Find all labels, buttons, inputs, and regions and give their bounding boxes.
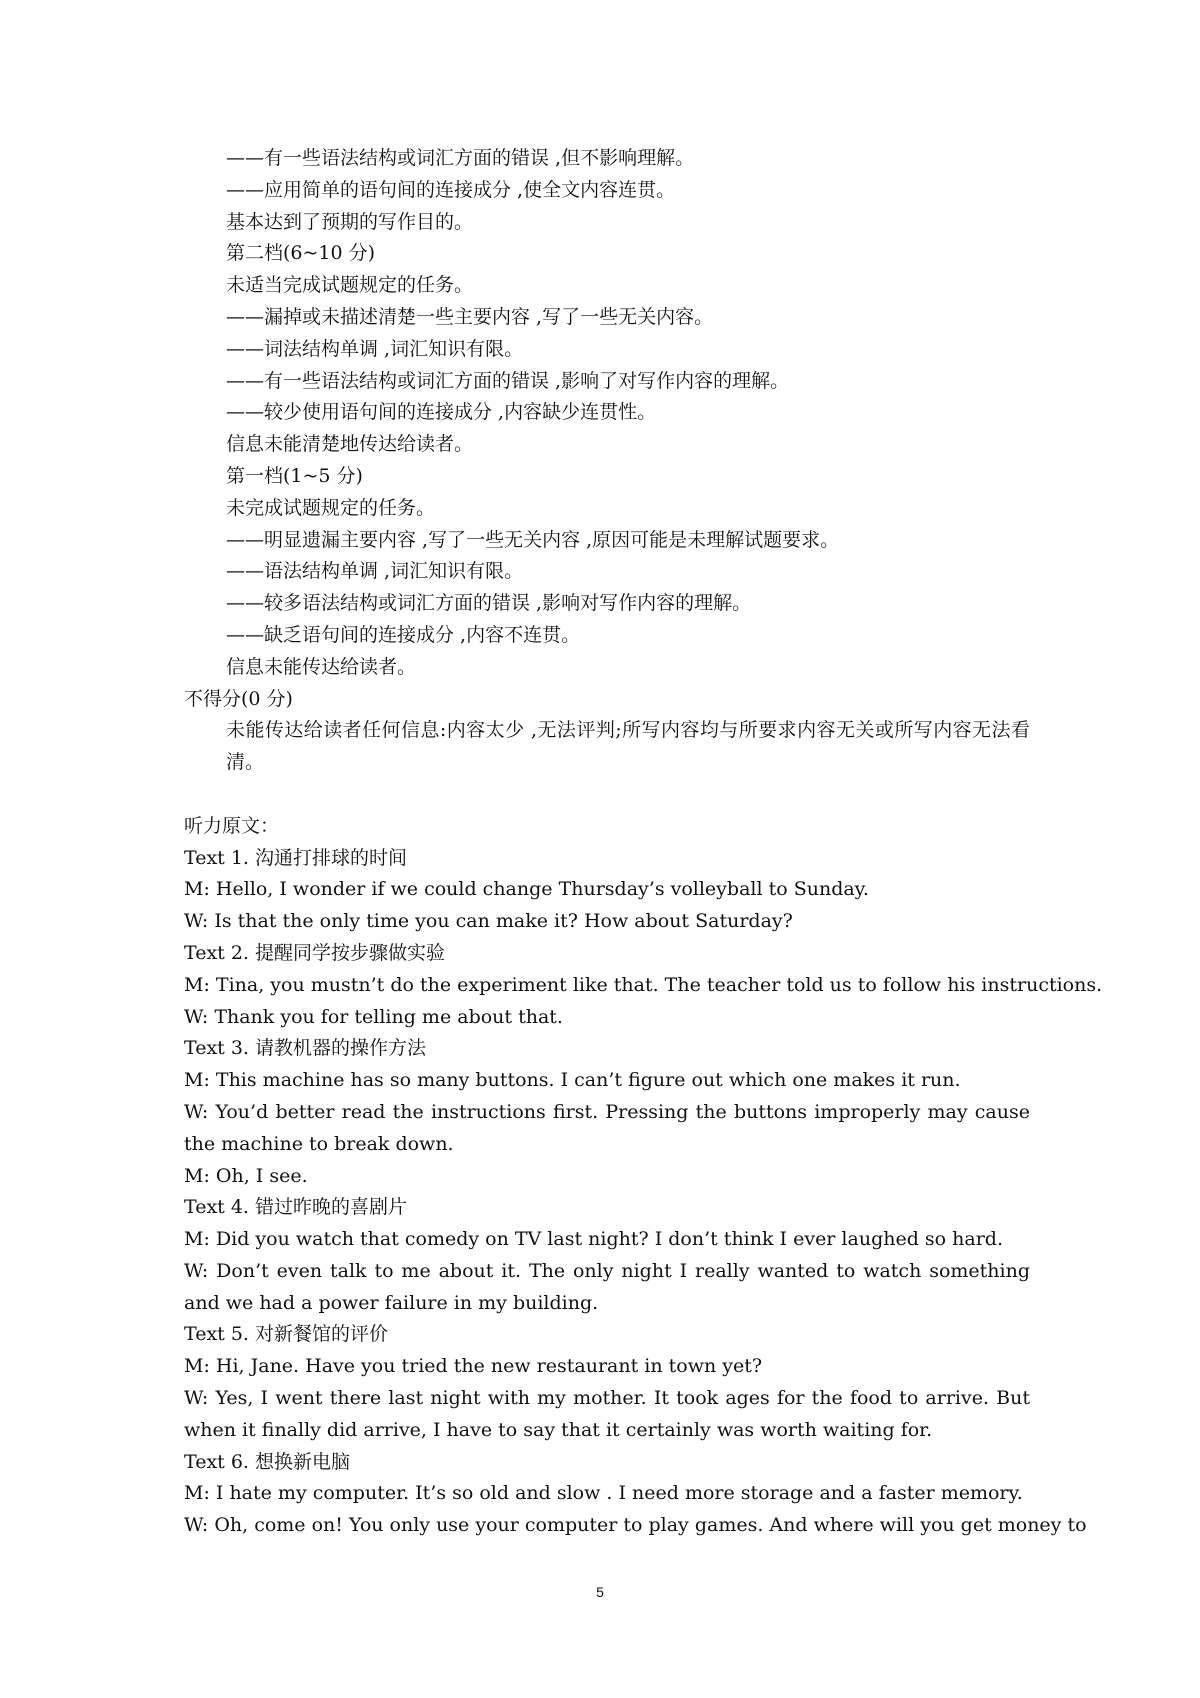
text-title: Text 5. 对新餐馆的评价 bbox=[184, 1323, 388, 1346]
text-title: Text 3. 请教机器的操作方法 bbox=[184, 1037, 427, 1060]
rubric-line: ——较多语法结构或词汇方面的错误 ,影响对写作内容的理解。 bbox=[226, 592, 752, 615]
page-content bbox=[184, 143, 1103, 1542]
dialogue-line: M: Did you watch that comedy on TV last night? I don’t think I ever laughed so hard. bbox=[184, 1228, 1003, 1251]
rubric-line: ——漏掉或未描述清楚一些主要内容 ,写了一些无关内容。 bbox=[226, 305, 714, 328]
dialogue-line: M: Hello, I wonder if we could change Thursday’s volleyball to Sunday. bbox=[184, 878, 869, 901]
rubric-line: 信息未能清楚地传达给读者。 bbox=[226, 433, 474, 456]
rubric-line: ——缺乏语句间的连接成分 ,内容不连贯。 bbox=[226, 623, 581, 646]
page-number: 5 bbox=[596, 1584, 604, 1600]
listening-heading: 听力原文： bbox=[184, 814, 280, 837]
band-1-title: 第一档(1~5 分) bbox=[226, 464, 363, 487]
text-title: Text 4. 错过昨晚的喜剧片 bbox=[184, 1196, 407, 1219]
band-0-description: 未能传达给读者任何信息:内容太少 ,无法评判;所写内容均与所要求内容无关或所写内容无法看清。 bbox=[226, 719, 1030, 774]
section-gap bbox=[184, 779, 1030, 811]
scoring-rubric bbox=[184, 143, 1030, 779]
dialogue-line: M: This machine has so many buttons. I can’t figure out which one makes it run. bbox=[184, 1069, 961, 1092]
dialogue-line: W: You’d better read the instructions first. Pressing the buttons improperly may cause the machine to break down. bbox=[184, 1100, 1030, 1155]
rubric-line: ——有一些语法结构或词汇方面的错误 ,影响了对写作内容的理解。 bbox=[226, 369, 790, 392]
dialogue-line: W: Thank you for telling me about that. bbox=[184, 1005, 563, 1028]
rubric-line: ——词法结构单调 ,词汇知识有限。 bbox=[226, 337, 524, 360]
band-2-title: 第二档(6~10 分) bbox=[226, 242, 376, 265]
listening-transcript bbox=[184, 811, 1103, 1542]
rubric-line: ——明显遗漏主要内容 ,写了一些无关内容 ,原因可能是未理解试题要求。 bbox=[226, 528, 840, 551]
dialogue-line: W: Yes, I went there last night with my mother. It took ages for the food to arrive. But when it finally did arrive, I have to say that it certainly was worth waiting for. bbox=[184, 1387, 1030, 1441]
text-title: Text 2. 提醒同学按步骤做实验 bbox=[184, 941, 446, 964]
dialogue-line: M: Tina, you mustn’t do the experiment like that. The teacher told us to follow his instructions. bbox=[184, 973, 1103, 996]
dialogue-line: W: Don’t even talk to me about it. The only night I really wanted to watch something and we had a power failure in my building. bbox=[184, 1259, 1030, 1314]
rubric-line: 信息未能传达给读者。 bbox=[226, 655, 417, 678]
rubric-line: ——有一些语法结构或词汇方面的错误 ,但不影响理解。 bbox=[226, 147, 695, 169]
dialogue-line: M: Hi, Jane. Have you tried the new restaurant in town yet? bbox=[184, 1355, 763, 1378]
text-title: Text 6. 想换新电脑 bbox=[184, 1450, 350, 1473]
rubric-line: 未适当完成试题规定的任务。 bbox=[226, 274, 474, 297]
dialogue-line: W: Oh, come on! You only use your computer to play games. And where will you get money to bbox=[184, 1514, 1087, 1537]
band-0-title: 不得分(0 分) bbox=[184, 687, 293, 710]
rubric-line: ——较少使用语句间的连接成分 ,内容缺少连贯性。 bbox=[226, 401, 657, 424]
dialogue-line: W: Is that the only time you can make it? How about Saturday? bbox=[184, 910, 793, 933]
dialogue-line: M: I hate my computer. It’s so old and slow . I need more storage and a faster memory. bbox=[184, 1482, 1023, 1505]
rubric-line: ——应用简单的语句间的连接成分 ,使全文内容连贯。 bbox=[226, 178, 676, 201]
dialogue-line: M: Oh, I see. bbox=[184, 1164, 308, 1187]
text-title: Text 1. 沟通打排球的时间 bbox=[184, 846, 407, 869]
rubric-line: 未完成试题规定的任务。 bbox=[226, 496, 436, 519]
rubric-line: 基本达到了预期的写作目的。 bbox=[226, 210, 474, 233]
rubric-line: ——语法结构单调 ,词汇知识有限。 bbox=[226, 560, 524, 583]
